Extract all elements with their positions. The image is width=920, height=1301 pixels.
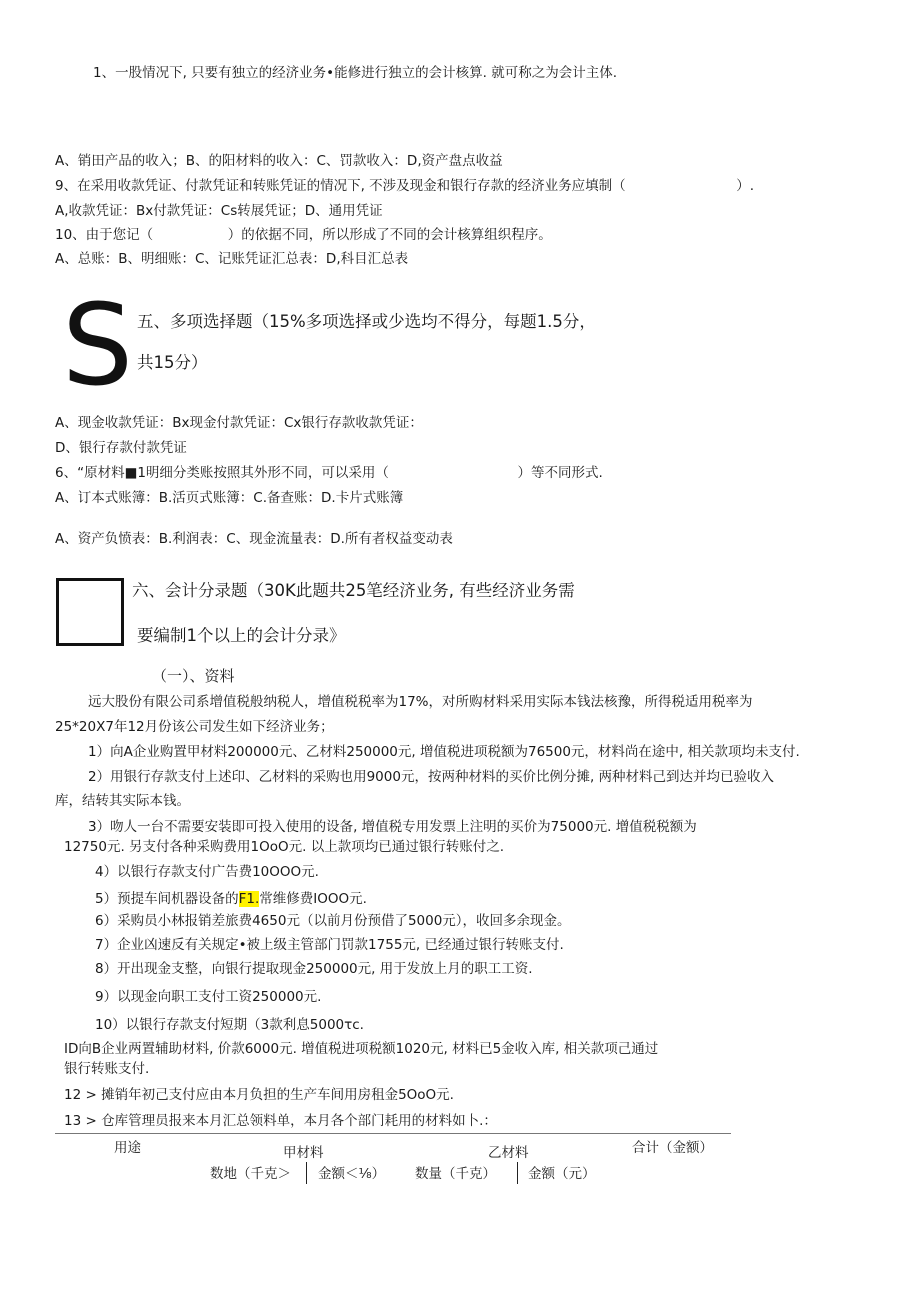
table-header-material-a: 甲材料 xyxy=(283,1145,324,1161)
item-2-line2: 库，结转其实际本钱。 xyxy=(55,793,190,809)
item-7: 7）企业凶速反有关规定•被上级主管部门罚款1755元, 已经通过银行转账支付. xyxy=(95,937,564,953)
item-4: 4）以银行存款支付广告费10OOO元. xyxy=(95,864,319,880)
table-subheader-qty-b: 数量（千克） xyxy=(415,1166,496,1182)
item-11-line1: ID向B企业两置辅助材料, 价款6000元. 增值税进项税额1020元, 材料已5金收入库, 相关款项己通过 xyxy=(64,1041,659,1057)
question-9-text: 9、在采用收款凭证、付款凭证和转账凭证的情况下, 不涉及现金和银行存款的经济业务应填制（ xyxy=(55,178,626,194)
item-3-line2: 12750元. 另支付各种采购费用1OoO元. 以上款项均已通过银行转账付之. xyxy=(64,839,505,855)
item-6: 6）采购员小林报销差旅费4650元（以前月份预借了5000元），收回多余现金。 xyxy=(95,913,571,929)
question-10-tail: ）的依据不同，所以形成了不同的会计核算组织程序。 xyxy=(227,227,552,243)
options-a: A、现金收款凭证：Bx现金付款凭证：Cx银行存款收款凭证： xyxy=(55,415,423,431)
item-3-line1: 3）吻人一台不需要安装即可投入使用的设备, 增值税专用发票上注明的买价为75000元. 增值税税额为 xyxy=(88,819,697,835)
intro-paragraph-line1: 远大股份有限公司系增值税般纳税人，增值税税率为17%，对所购材料采用实际本钱法核豫，所得税适用税率为 xyxy=(88,694,753,710)
section-box-glyph xyxy=(56,578,124,646)
section-5-heading-line1: 五、多项选择题（15%多项选择或少选均不得分，每题1.5分， xyxy=(137,312,596,331)
section-6-heading-line2: 要编制1个以上的会计分录》 xyxy=(137,626,346,645)
item-8: 8）开出现金支整，向银行提取现金250000元, 用于发放上月的职工工资. xyxy=(95,961,533,977)
question-9-tail: ）. xyxy=(736,178,755,194)
table-divider xyxy=(306,1162,307,1184)
item-5-tail: 常维修费IOOO元. xyxy=(259,891,367,907)
table-subheader-amount-b: 金额（元） xyxy=(528,1166,596,1182)
question-6-text: 6、“原材料■1明细分类账按照其外形不同，可以采用（ xyxy=(55,465,389,481)
options-10: A、总账：B、明细账：C、记账凭证汇总表：D,科目汇总表 xyxy=(55,251,409,267)
section-5-heading-line2: 共15分） xyxy=(137,353,208,372)
options-9: A,收款凭证：Bx付款凭证：Cs转展凭证；D、通用凭证 xyxy=(55,203,383,219)
intro-paragraph-line2: 25*20X7年12月份该公司发生如下经济业务； xyxy=(55,719,334,735)
question-6-tail: ）等不同形式. xyxy=(517,465,603,481)
section-6-heading-line1: 六、会计分录题（30K此题共25笔经济业务, 有些经济业务需 xyxy=(132,581,575,600)
section-s-glyph: S xyxy=(62,281,134,411)
options-7: A、资产负愤表：B.利润表：C、现金流量表：D.所有者权益变动表 xyxy=(55,531,453,547)
table-header-material-b: 乙材料 xyxy=(488,1145,529,1161)
highlighted-text: F1. xyxy=(238,891,260,907)
item-5 xyxy=(95,890,367,908)
options-8: A、销田产品的收入；B、的阳材料的收入：C、罚款收入：D,资产盘点收益 xyxy=(55,153,503,169)
table-divider xyxy=(517,1162,518,1184)
question-10-text: 10、由于您记（ xyxy=(55,227,154,243)
item-12: 12 > 摊销年初己支付应由本月负担的生产车间用房租金5OoO元. xyxy=(64,1087,454,1103)
item-11-line2: 银行转账支付. xyxy=(64,1061,150,1077)
item-9: 9）以现金向职工支付工资250000元. xyxy=(95,989,322,1005)
table-header-usage: 用途 xyxy=(114,1140,141,1156)
table-subheader-qty-a: 数地（千克＞ xyxy=(210,1166,291,1182)
table-top-rule xyxy=(55,1133,731,1134)
subheading-materials: （一）、资料 xyxy=(152,667,235,685)
item-1: 1）向A企业购置甲材料200000元、乙材料250000元, 增值税进项税额为76500元，材料尚在途中, 相关款项均未支付. xyxy=(88,744,800,760)
question-1: 1、一股情况下, 只要有独立的经济业务•能修进行独立的会计核算. 就可称之为会计主体. xyxy=(93,65,618,81)
options-d: D、银行存款付款凭证 xyxy=(55,440,187,456)
item-2-line1: 2）用银行存款支付上述印、乙材料的采购也用9000元，按两种材料的买价比例分摊, 两种材料己到达并均已验收入 xyxy=(88,769,775,785)
table-header-total: 合计（金额） xyxy=(632,1140,713,1156)
question-6 xyxy=(55,464,603,482)
table-subheader-amount-a: 金额＜⅛） xyxy=(318,1166,386,1182)
item-5-text: 5）预提车间机器设备的 xyxy=(95,891,239,907)
item-10: 10）以银行存款支付短期（3款利息5000τc. xyxy=(95,1017,364,1033)
question-9 xyxy=(55,177,754,195)
question-10 xyxy=(55,226,552,244)
item-13: 13 > 仓库管理员报来本月汇总领料单，本月各个部门耗用的材料如卜.： xyxy=(64,1113,497,1129)
options-6: A、订本式账簿：B.活页式账簿：C.备查账：D.卡片式账簿 xyxy=(55,490,404,506)
